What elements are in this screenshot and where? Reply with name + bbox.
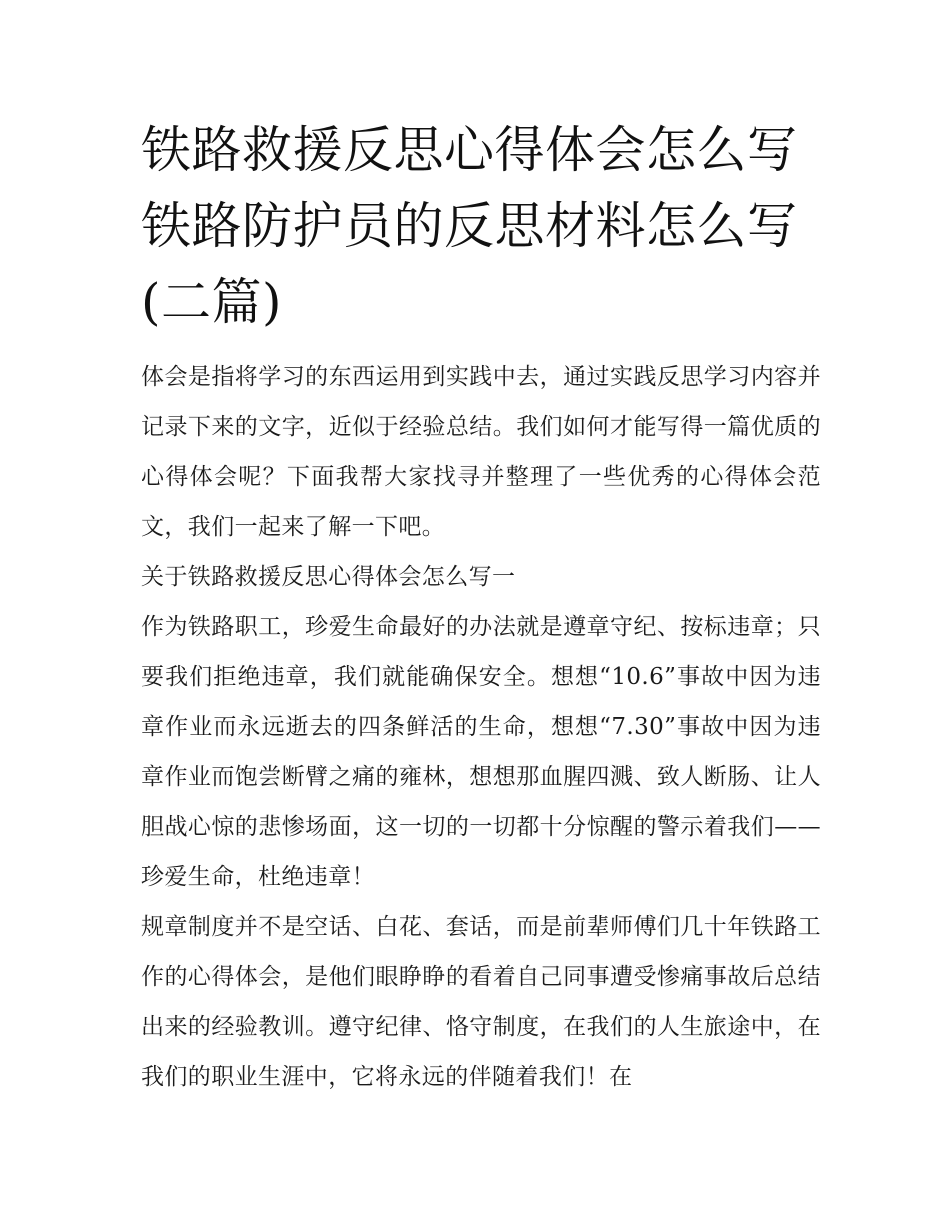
document-body: [141, 352, 821, 1102]
title-line-2: 铁路防护员的反思材料怎么写: [141, 197, 798, 255]
body-paragraph-1: 作为铁路职工，珍爱生命最好的办法就是遵章守纪、按标违章；只要我们拒绝违章，我们就能确保安全。想想“10.6”事故中因为违章作业而永远逝去的四条鲜活的生命，想想“7.30”事故中因为违章作业而饱尝断臂之痛的雍林，想想那血腥四溅、致人断肠、让人胆战心惊的悲惨场面，这一切的一切都十分惊醒的警示着我们——珍爱生命，杜绝违章！: [141, 614, 821, 890]
title-line-1: 铁路救援反思心得体会怎么写: [141, 121, 798, 179]
intro-paragraph: 体会是指将学习的东西运用到实践中去，通过实践反思学习内容并记录下来的文字，近似于经验总结。我们如何才能写得一篇优质的心得体会呢？下面我帮大家找寻并整理了一些优秀的心得体会范文，我们一起来了解一下吧。: [141, 364, 821, 540]
document-title: [141, 112, 821, 340]
body-paragraph-2: 规章制度并不是空话、白花、套话，而是前辈师傅们几十年铁路工作的心得体会，是他们眼睁睁的看着自己同事遭受惨痛事故后总结出来的经验教训。遵守纪律、恪守制度，在我们的人生旅途中，在我们的职业生涯中，它将永远的伴随着我们！在: [141, 914, 821, 1090]
title-line-3: (二篇): [141, 273, 283, 331]
section-heading: 关于铁路救援反思心得体会怎么写一: [141, 564, 516, 590]
document-content: [141, 112, 821, 1102]
